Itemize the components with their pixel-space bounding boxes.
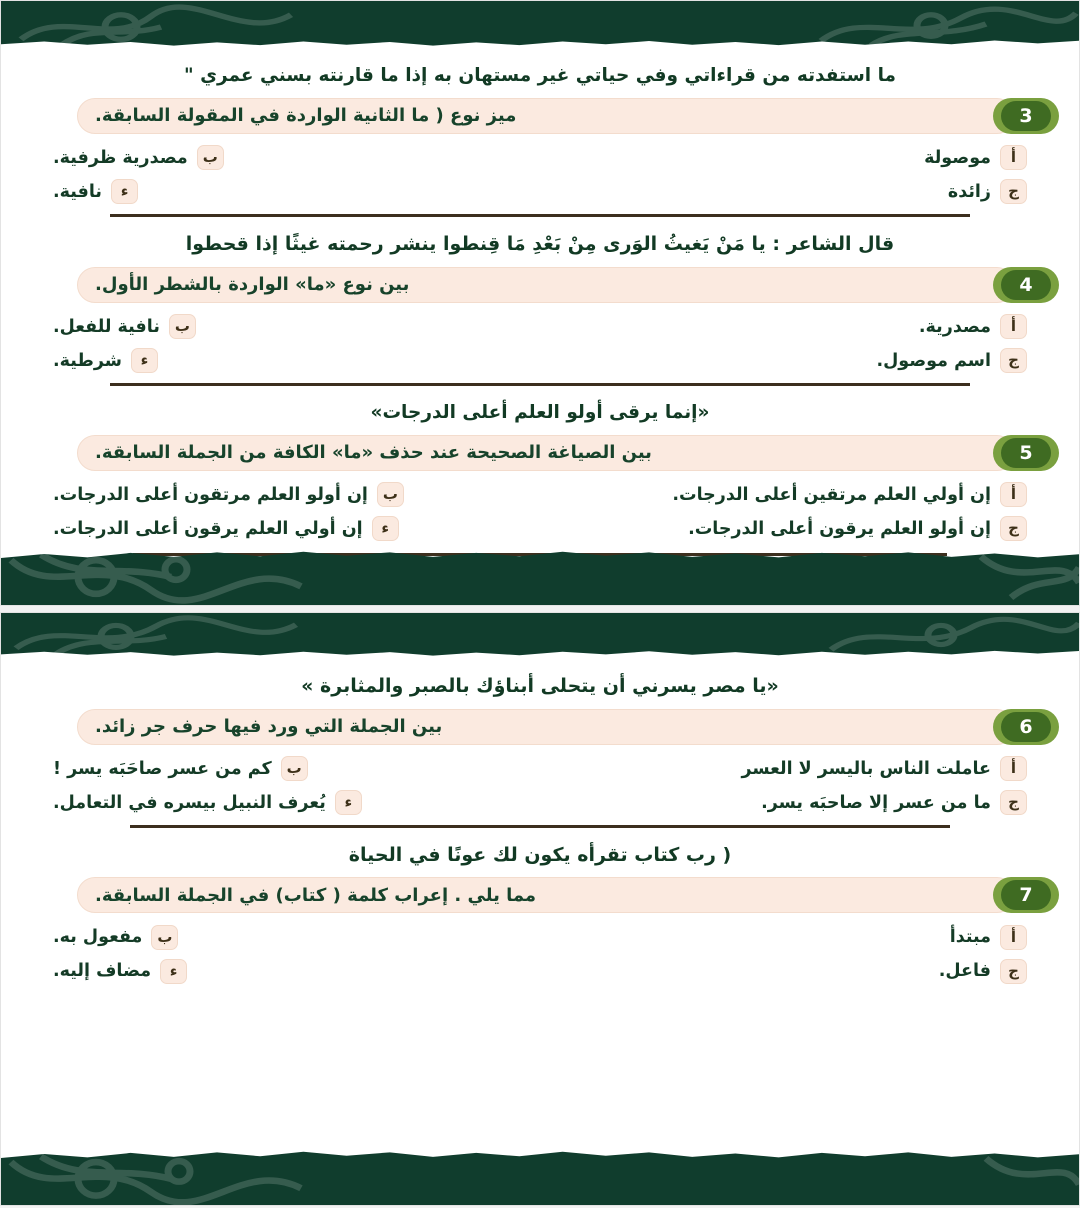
page2-top-decorative-band xyxy=(1,613,1080,657)
question-stem-4: قال الشاعر : يا مَنْ يَغيثُ الوَرى مِنْ بَعْدِ مَا قِنطوا ينشر رحمته غيثًا إذا قحطوا xyxy=(185,232,895,255)
choice-key-icon: ج xyxy=(1000,179,1027,204)
choice-label: إن أولي العلم مرتقين أعلى الدرجات. xyxy=(672,484,991,505)
choice-6-b[interactable] xyxy=(49,753,540,785)
choice-4-d[interactable] xyxy=(49,345,540,377)
choice-key-icon: ء xyxy=(111,179,138,204)
question-number-3: 3 xyxy=(1001,101,1051,131)
choice-label: فاعل. xyxy=(938,961,991,982)
choice-key-icon: ج xyxy=(1000,959,1027,984)
choice-key-icon: ج xyxy=(1000,348,1027,373)
choice-key-icon: أ xyxy=(1000,314,1027,339)
question-number-badge-5 xyxy=(993,435,1059,471)
question-prompt-5: بين الصياغة الصحيحة عند حذف «ما» الكافة من الجملة السابقة. xyxy=(95,442,652,464)
choice-3-a[interactable] xyxy=(540,142,1031,174)
choice-key-icon: أ xyxy=(1000,925,1027,950)
choice-7-d[interactable] xyxy=(49,955,540,987)
choice-7-b[interactable] xyxy=(49,921,540,953)
worksheet-page-2 xyxy=(0,612,1080,1206)
question-prompt-7: مما يلي . إعراب كلمة ( كتاب) في الجملة السابقة. xyxy=(95,884,537,906)
question-prompt-6: بين الجملة التي ورد فيها حرف جر زائد. xyxy=(95,716,443,738)
choice-label: مفعول به. xyxy=(53,927,143,948)
question-number-6: 6 xyxy=(1001,712,1051,742)
choice-7-a[interactable] xyxy=(540,921,1031,953)
question-number-7: 7 xyxy=(1001,880,1051,910)
choice-4-b[interactable] xyxy=(49,311,540,343)
choice-6-c[interactable] xyxy=(540,787,1031,819)
choice-key-icon: ء xyxy=(335,790,362,815)
choice-label: إن أولو العلم مرتقون أعلى الدرجات. xyxy=(53,484,368,505)
choice-6-d[interactable] xyxy=(49,787,540,819)
calligraphy-pattern-icon xyxy=(1,549,1080,605)
question-bar-4 xyxy=(77,267,1033,303)
question-divider xyxy=(130,825,950,828)
choices-4 xyxy=(15,309,1065,379)
choices-3 xyxy=(15,140,1065,210)
question-block-4 xyxy=(15,223,1065,386)
choice-3-c[interactable] xyxy=(540,176,1031,208)
choice-key-icon: أ xyxy=(1000,482,1027,507)
choice-label: ما من عسر إلا صاحبَه يسر. xyxy=(761,792,991,813)
question-stem-7: ( رب كتاب تقرأه يكون لك عونًا في الحياة xyxy=(348,843,732,866)
choice-key-icon: أ xyxy=(1000,756,1027,781)
question-prompt-3: ميز نوع ( ما الثانية الواردة في المقولة السابقة. xyxy=(95,105,517,127)
choice-5-a[interactable] xyxy=(540,479,1031,511)
question-block-3 xyxy=(15,55,1065,217)
choice-label: مبتدأ xyxy=(949,927,991,948)
choice-4-a[interactable] xyxy=(540,311,1031,343)
page1-content xyxy=(1,47,1079,549)
question-number-5: 5 xyxy=(1001,438,1051,468)
choices-7 xyxy=(15,919,1065,989)
choice-key-icon: ء xyxy=(160,959,187,984)
calligraphy-pattern-icon xyxy=(1,1149,1080,1205)
choice-5-d[interactable] xyxy=(49,513,540,545)
choice-label: مضاف إليه. xyxy=(53,961,152,982)
choice-key-icon: ء xyxy=(131,348,158,373)
choice-6-a[interactable] xyxy=(540,753,1031,785)
question-divider xyxy=(110,214,970,217)
choice-key-icon: أ xyxy=(1000,145,1027,170)
choice-label: نافية. xyxy=(53,181,103,202)
choice-key-icon: ب xyxy=(281,756,308,781)
question-block-7 xyxy=(15,834,1065,990)
page1-bottom-decorative-band xyxy=(1,549,1080,605)
question-bar-6 xyxy=(77,709,1033,745)
question-stem-5: «إنما يرقى أولو العلم أعلى الدرجات» xyxy=(370,401,710,423)
question-stem-3: ما استفدته من قراءاتي وفي حياتي غير مستهان به إذا ما قارنته بسني عمري " xyxy=(183,65,896,86)
choice-4-c[interactable] xyxy=(540,345,1031,377)
choice-key-icon: ب xyxy=(151,925,178,950)
choice-label: موصولة xyxy=(924,147,991,168)
question-stem-6: «يا مصر يسرني أن يتحلى أبناؤك بالصبر والمثابرة » xyxy=(301,675,779,697)
choice-key-icon: ب xyxy=(197,145,224,170)
choice-3-b[interactable] xyxy=(49,142,540,174)
choice-label: زائدة xyxy=(947,181,991,202)
question-number-badge-7 xyxy=(993,877,1059,913)
page2-bottom-decorative-band xyxy=(1,1149,1080,1205)
question-bar-3 xyxy=(77,98,1033,134)
choice-5-c[interactable] xyxy=(540,513,1031,545)
choice-key-icon: ب xyxy=(377,482,404,507)
choice-5-b[interactable] xyxy=(49,479,540,511)
choices-5 xyxy=(15,477,1065,547)
choice-label: مصدرية. xyxy=(918,316,991,337)
choice-key-icon: ج xyxy=(1000,790,1027,815)
choice-7-c[interactable] xyxy=(540,955,1031,987)
choice-label: يُعرف النبيل بيسره في التعامل. xyxy=(53,792,326,813)
question-divider xyxy=(110,383,970,386)
choice-label: إن أولو العلم يرقون أعلى الدرجات. xyxy=(688,518,991,539)
choice-3-d[interactable] xyxy=(49,176,540,208)
question-block-6 xyxy=(15,665,1065,828)
calligraphy-pattern-icon xyxy=(1,1,1080,47)
choice-key-icon: ج xyxy=(1000,516,1027,541)
page1-top-decorative-band xyxy=(1,1,1080,47)
choice-key-icon: ء xyxy=(372,516,399,541)
question-bar-7 xyxy=(77,877,1033,913)
question-number-badge-6 xyxy=(993,709,1059,745)
choice-label: إن أولي العلم يرقون أعلى الدرجات. xyxy=(53,518,363,539)
question-number-badge-3 xyxy=(993,98,1059,134)
choice-key-icon: ب xyxy=(169,314,196,339)
calligraphy-pattern-icon xyxy=(1,613,1080,657)
question-bar-5 xyxy=(77,435,1033,471)
question-block-5 xyxy=(15,392,1065,556)
question-prompt-4: بين نوع «ما» الواردة بالشطر الأول. xyxy=(95,274,410,296)
choice-label: عاملت الناس باليسر لا العسر xyxy=(741,758,991,779)
choice-label: مصدرية ظرفية. xyxy=(53,147,188,168)
choice-label: شرطية. xyxy=(53,350,122,371)
question-number-4: 4 xyxy=(1001,270,1051,300)
choice-label: كم من عسر صاحَبَه يسر ! xyxy=(53,758,272,779)
question-number-badge-4 xyxy=(993,267,1059,303)
choice-label: نافية للفعل. xyxy=(53,316,160,337)
page2-content xyxy=(1,657,1079,1149)
choices-6 xyxy=(15,751,1065,821)
choice-label: اسم موصول. xyxy=(876,350,991,371)
